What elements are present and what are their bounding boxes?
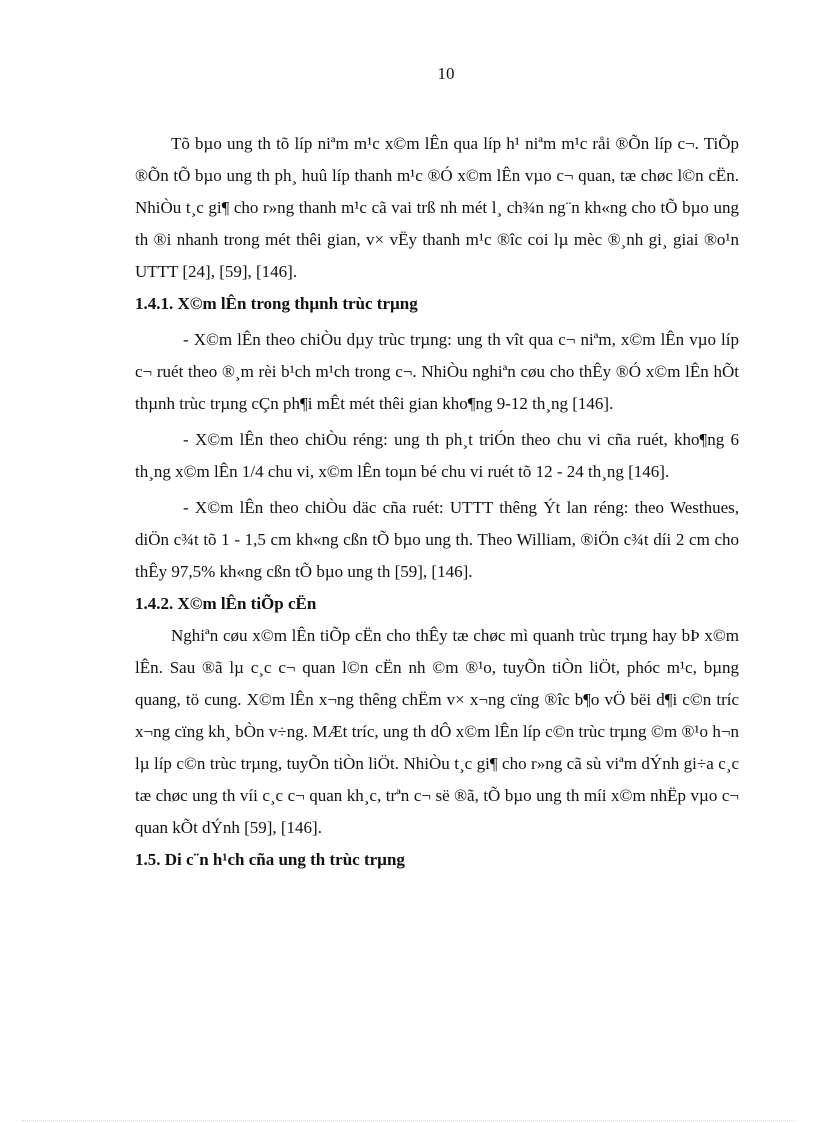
- section-heading-1-4-2: 1.4.2. X©m lÊn tiÕp cËn: [135, 594, 317, 613]
- page-bottom-border: [22, 1120, 794, 1121]
- paragraph-depth-invasion: - X©m lÊn theo chiÒu dµy trùc trµng: ung th vît qua c¬ niªm, x©m lÊn vµo líp c¬ ruét theo ®¸m rèi b¹ch m¹ch trong c¬. NhiÒu nghiªn cøu cho thÊy ®Ó x©m lÊn hÕt thµnh trùc trµng cÇn ph¶i mÊt mét thêi gian kho¶ng 9-12 th¸ng [146].: [135, 330, 739, 413]
- section-heading-1-5: 1.5. Di c¨n h¹ch cña ung th trùc trµng: [135, 850, 405, 869]
- section-heading-1-4-1: 1.4.1. X©m lÊn trong thµnh trùc trµng: [135, 294, 418, 313]
- page-number: 10: [437, 64, 455, 83]
- document-body: [135, 128, 739, 876]
- paragraph-adjacent-invasion: Nghiªn cøu x©m lÊn tiÕp cËn cho thÊy tæ chøc mì quanh trùc trµng hay bÞ x©m lÊn. Sau ®ã lµ c¸c c¬ quan l©n cËn nh ©m ®¹o, tuyÕn tiÒn liÖt, phóc m¹c, bµng quang, tö cung. X©m lÊn x¬ng thêng chËm v× x¬ng cïng ®îc b¶o vÖ bëi d¶i c©n tríc x¬ng cïng kh¸ bÒn v÷ng. MÆt tríc, ung th dÔ x©m lÊn líp c©n trùc trµng ©m ®¹o h¬n lµ líp c©n trùc trµng, tuyÕn tiÒn liÖt. NhiÒu t¸c gi¶ cho r»ng cã sù viªm dÝnh gi÷a c¸c tæ chøc ung th víi c¸c c¬ quan kh¸c, trªn c¬ së ®ã, tÕ bµo ung th míi x©m nhËp vµo c¬ quan kÕt dÝnh [59], [146].: [135, 626, 739, 837]
- paragraph-width-invasion: - X©m lÊn theo chiÒu réng: ung th ph¸t triÓn theo chu vi cña ruét, kho¶ng 6 th¸ng x©m lÊn 1/4 chu vi, x©m lÊn toµn bé chu vi ruét tõ 12 - 24 th¸ng [146].: [135, 430, 739, 481]
- paragraph-length-invasion: - X©m lÊn theo chiÒu däc cña ruét: UTTT thêng Ýt lan réng: theo Westhues, diÖn c¾t tõ 1 - 1,5 cm kh«ng cßn tÕ bµo ung th. Theo William, ®iÖn c¾t díi 2 cm cho thÊy 97,5% kh«ng cßn tÕ bµo ung th [59], [146].: [135, 498, 739, 581]
- paragraph-intro: Tõ bµo ung th tõ líp niªm m¹c x©m lÊn qua líp h¹ niªm m¹c råi ®Õn líp c¬. TiÕp ®Õn tÕ bµo ung th ph¸ huû líp thanh m¹c ®Ó x©m lÊn vµo c¬ quan, tæ chøc l©n cËn. NhiÒu t¸c gi¶ cho r»ng thanh m¹c cã vai trß nh mét l¸ ch¾n ng¨n kh«ng cho tÕ bµo ung th ®i nhanh trong mét thêi gian, v× vËy thanh m¹c ®îc coi lµ mèc ®¸nh gi¸ giai ®o¹n UTTT [24], [59], [146].: [135, 134, 739, 281]
